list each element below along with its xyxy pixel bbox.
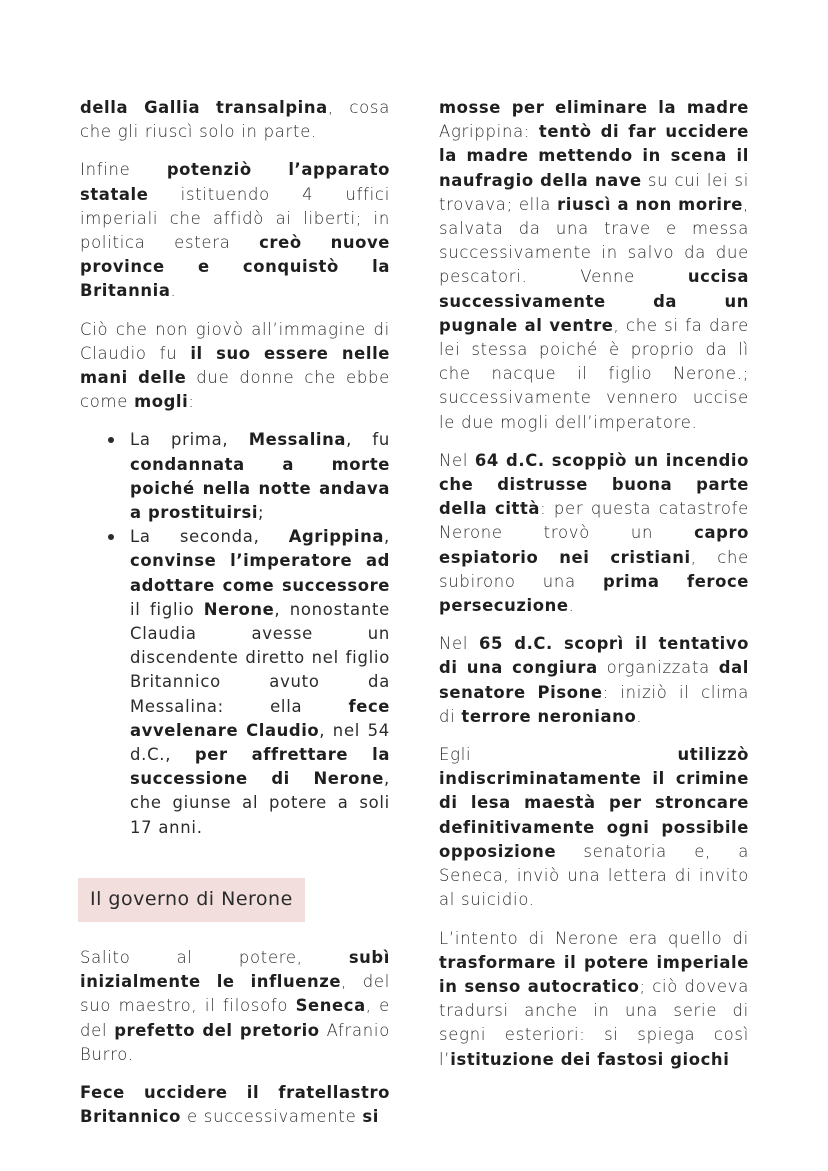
bold-text: mosse per eliminare la madre [439,98,749,117]
bold-text: Agrippina [288,527,385,547]
right-column [439,96,749,1086]
text-run: Egli [439,745,678,765]
bold-text: condannata a morte poiché nella notte andava a prostituirsi [130,454,390,523]
bold-text: Nerone [203,599,275,619]
section-heading: Il governo di Nerone [78,878,305,922]
bold-text: fece avvelenare Claudio [130,696,390,740]
bold-text: Seneca [295,996,366,1016]
text-run: Nel [439,634,480,654]
text-run: Agrippina: [439,122,539,142]
bold-text: Messalina [248,430,347,450]
text-run: organizzata [597,658,719,678]
bold-text: creò nuove province e conquistò la Britannia [80,233,390,301]
bold-text: uccisa successivamente da un pugnale al ventre [439,267,749,335]
text-run: La seconda, [130,527,289,547]
text-run: , che subirono una [439,547,749,591]
paragraph [80,96,390,144]
text-run: , del suo maestro, il filosofo [80,972,390,1016]
text-run: . [170,281,177,301]
text-run: Nel [439,450,475,470]
text-run: , che giunse al potere a soli 17 anni. [130,769,390,837]
text-run: . [568,596,575,616]
text-run: ; ciò doveva tradursi anche in una serie di segni esteriori: si spiega così l’ [439,976,749,1069]
text-run: , che si fa dare lei stessa poiché è proprio da lì che nacque il figlio Nerone.; successivamente vennero uccise le due mogli dell’imperatore. [439,315,749,432]
bold-text: tentò di far uccidere la madre mettendo in scena il naufragio della nave [439,122,749,190]
text-run: , cosa che gli riuscì solo in parte. [80,98,390,142]
paragraph [80,318,390,415]
wives-list [80,428,390,839]
bold-text: prima feroce persecuzione [439,571,750,616]
text-run: ; [258,503,265,523]
paragraph [439,927,749,1072]
bold-text: utilizzò indiscriminatamente il crimine di lesa maestà per stroncare definitivamente ogni possibile opposizione [439,745,749,861]
text-run: e successivamente [181,1107,363,1127]
text-run: . [636,706,643,726]
bold-text: mogli [134,392,189,412]
text-run: , [384,527,390,547]
bold-text: 64 d.C. scoppiò un incendio che distrusse buona parte della città [439,450,749,519]
bold-text: si [362,1107,379,1127]
text-run: L’intento di Nerone era quello di [439,928,749,948]
text-run: , nel 54 d.C., [130,720,390,765]
bold-text: trasformare il potere imperiale in senso autocratico [439,952,749,996]
left-column [80,96,390,1143]
text-run: , nonostante Claudia avesse un discendente diretto nel figlio Britannico avuto da Messalina: ella [130,599,390,716]
paragraph [80,158,390,303]
paragraph [80,946,390,1067]
bold-text: il suo essere nelle mani delle [80,343,390,388]
text-run: La prima, [130,430,249,450]
paragraph [439,632,749,729]
text-run: : per questa catastrofe Nerone trovò un [439,499,749,543]
list-item [130,428,390,525]
paragraph [439,96,749,435]
bold-text: prefetto del pretorio [114,1020,320,1040]
bold-text: subì inizialmente le influenze [80,947,390,992]
text-run: Salito al potere, [80,947,349,967]
text-run: , salvata da una trave e messa successivamente in salvo da due pescatori. Venne [439,194,749,287]
bold-text: istituzione dei fastosi giochi [450,1049,730,1069]
bold-text: dal senatore Pisone [439,658,749,702]
bold-text: terrore neroniano [461,706,637,726]
paragraph [439,743,749,912]
text-run: istituendo 4 uffici imperiali che affidò ai liberti; in politica estera [80,184,390,253]
bold-text: della Gallia transalpina [80,98,328,117]
paragraph [439,449,749,618]
text-run: Infine [80,160,167,180]
paragraph [80,1081,390,1129]
text-run: : iniziò il clima di [439,682,749,726]
text-run: il figlio [130,599,204,619]
text-run: due donne che ebbe come [80,368,390,412]
bold-text: Fece uccidere il fratellastro Britannico [80,1082,390,1127]
text-run: , e del [80,996,390,1040]
text-run: senatoria e, a Seneca, inviò una lettera di invito al suicidio. [439,841,749,910]
bold-text: convinse l’imperatore ad adottare come successore [130,551,390,595]
text-run: , fu [346,430,390,450]
bold-text: capro espiatorio nei cristiani [439,523,749,567]
bold-text: per affrettare la successione di Nerone [130,745,390,789]
bold-text: potenziò l’apparato statale [80,160,391,204]
bold-text: riuscì a non morire [557,194,744,214]
text-run: Afranio Burro. [80,1020,390,1064]
list-item [130,525,390,840]
text-run: su cui lei si trovava; ella [439,170,749,214]
text-run: Ciò che non giovò all’immagine di Claudio fu [80,319,390,363]
bold-text: 65 d.C. scoprì il tentativo di una congiura [439,634,749,678]
text-run: : [188,392,195,412]
